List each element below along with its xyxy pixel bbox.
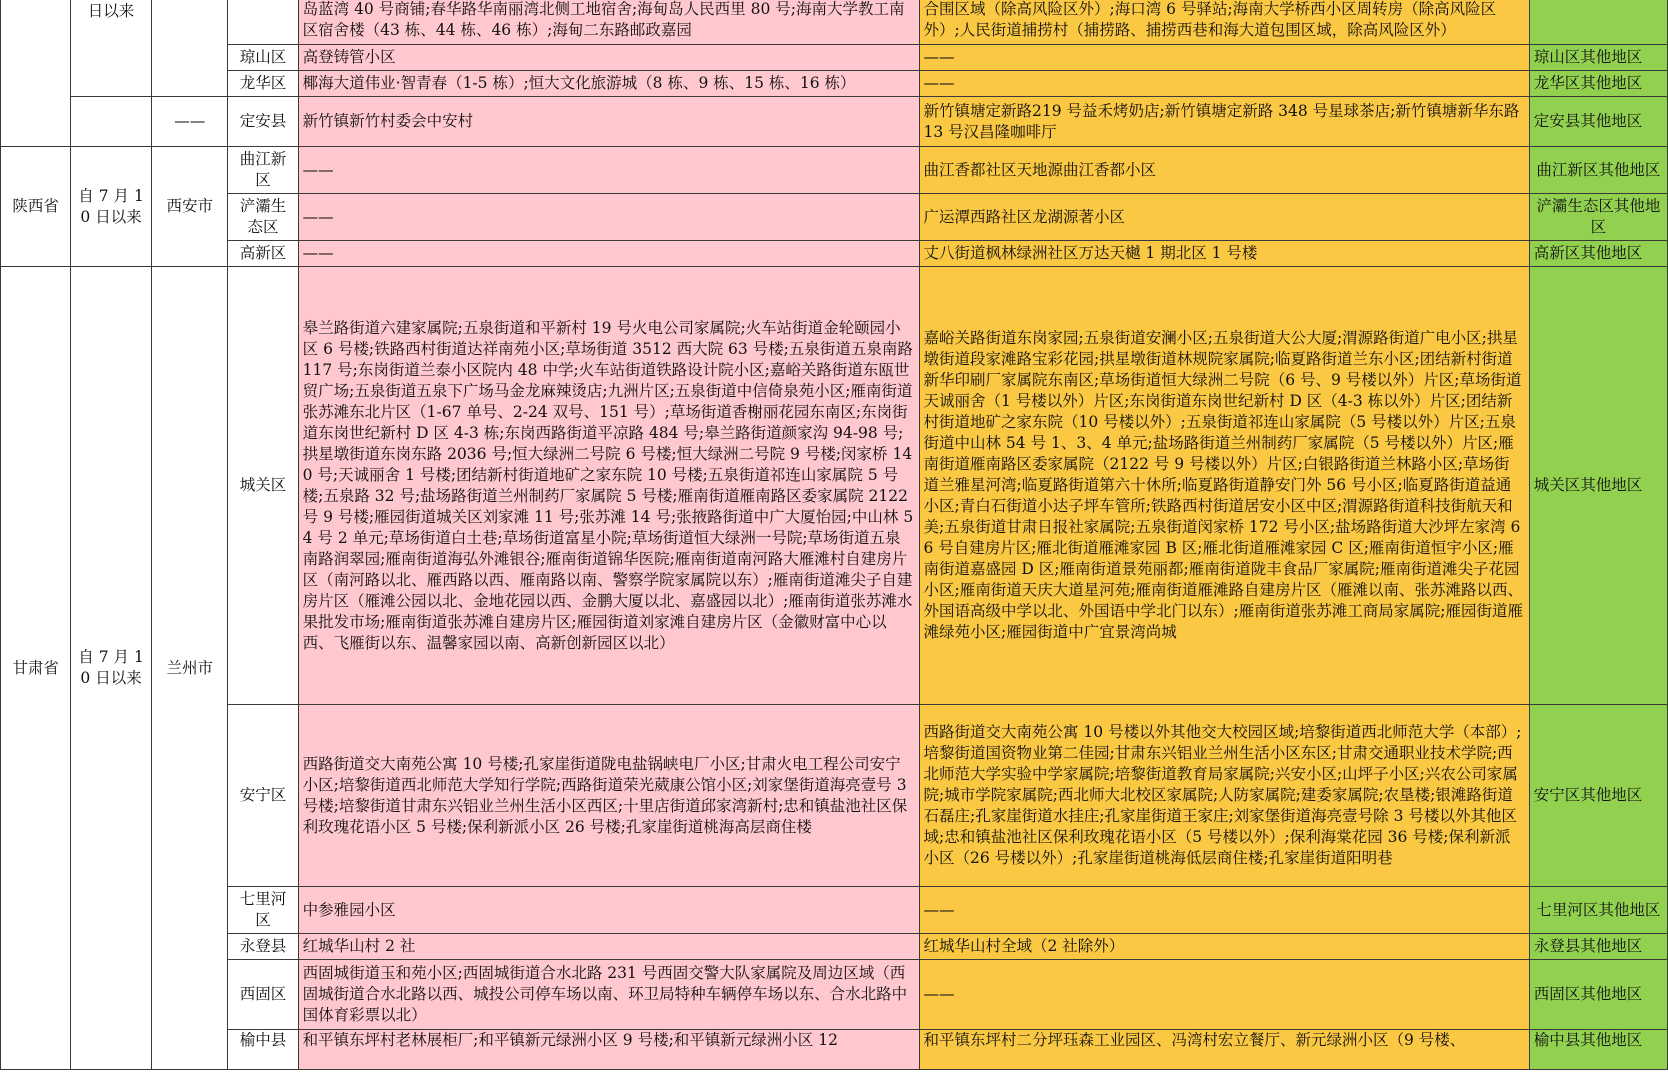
date-cell: 自 7 月 10 日以来 [71, 267, 152, 1070]
high-risk-cell: 岛蓝湾 40 号商铺;春华路华南丽湾北侧工地宿舍;海甸岛人民西里 80 号;海南大学教工南区宿舍楼（43 栋、44 栋、46 栋）;海甸二东路邮政嘉园 [298, 0, 919, 45]
high-risk-cell: —— [298, 147, 919, 194]
low-risk-cell: 龙华区其他地区 [1529, 71, 1667, 97]
district-cell: 七里河区 [228, 887, 298, 934]
mid-risk-cell: 丈八街道枫林绿洲社区万达天樾 1 期北区 1 号楼 [919, 241, 1529, 267]
high-risk-cell: —— [298, 194, 919, 241]
district-cell: 西固区 [228, 960, 298, 1030]
province-cell: 陕西省 [1, 147, 71, 267]
low-risk-cell: 浐灞生态区其他地区 [1529, 194, 1667, 241]
district-cell: 浐灞生态区 [228, 194, 298, 241]
low-risk-cell: 曲江新区其他地区 [1529, 147, 1667, 194]
mid-risk-cell: 合围区域（除高风险区外）;海口湾 6 号驿站;海南大学桥西小区周转房（除高风险区外）;人民街道捕捞村（捕捞路、捕捞西巷和海大道包围区域，除高风险区外） [919, 0, 1529, 45]
district-cell: 高新区 [228, 241, 298, 267]
high-risk-cell: 和平镇东坪村老林展柜厂;和平镇新元绿洲小区 9 号楼;和平镇新元绿洲小区 12 [298, 1030, 919, 1070]
high-risk-cell: 高登铸管小区 [298, 45, 919, 71]
city-cell: 兰州市 [151, 267, 228, 1070]
mid-risk-cell: 和平镇东坪村二分坪珏森工业园区、冯湾村宏立餐厅、新元绿洲小区（9 号楼、 [919, 1030, 1529, 1070]
province-cell [1, 0, 71, 147]
mid-risk-cell: 西路街道交大南苑公寓 10 号楼以外其他交大校园区域;培黎街道西北师范大学（本部）;培黎街道国资物业第二佳园;甘肃东兴铝业兰州生活小区东区;甘肃交通职业技术学院;西北师范大学实验中学家属院;培黎街道教育局家属院;兴安小区;山坪子小区;兴农公司家属院;城市学院家属院;西北师大北校区家属院;人防家属院;建委家属院;农垦楼;银滩路街道石磊庄;孔家崖街道水挂庄;孔家崖街道王家庄;刘家堡街道海亮壹号除 3 号楼以外其他区域;忠和镇盐池社区保利玫瑰花语小区（5 号楼以外）;保利海棠花园 36 号楼;保利新派小区（26 号楼以外）;孔家崖街道桃海低层商住楼;孔家崖街道阳明巷 [919, 705, 1529, 887]
district-cell: 城关区 [228, 267, 298, 705]
low-risk-cell: 榆中县其他地区 [1529, 1030, 1667, 1070]
low-risk-cell: 永登县其他地区 [1529, 934, 1667, 960]
mid-risk-cell: —— [919, 887, 1529, 934]
date-cell [71, 97, 152, 147]
date-cell: 日以来 [71, 0, 152, 97]
low-risk-cell: 安宁区其他地区 [1529, 705, 1667, 887]
date-cell: 自 7 月 10 日以来 [71, 147, 152, 267]
low-risk-cell: 城关区其他地区 [1529, 267, 1667, 705]
district-cell: 永登县 [228, 934, 298, 960]
high-risk-cell: 西固城街道玉和苑小区;西固城街道合水北路 231 号西固交警大队家属院及周边区域（西固城街道合水北路以西、城投公司停车场以南、环卫局特种车辆停车场以东、合水北路中国体育彩票以北） [298, 960, 919, 1030]
mid-risk-cell: 嘉峪关路街道东岗家园;五泉街道安澜小区;五泉街道大公大厦;渭源路街道广电小区;拱星墩街道段家滩路宝彩花园;拱星墩街道林规院家属院;临夏路街道兰东小区;团结新村街道新华印刷厂家属院东南区;草场街道恒大绿洲二号院（6 号、9 号楼以外）片区;草场街道天诚丽舍（1 号楼以外）片区;东岗街道东岗世纪新村 D 区（4-3 栋以外）片区;团结新村街道地矿之家东院（10 号楼以外）;五泉街道祁连山家属院（5 号楼以外）片区;五泉街道中山林 54 号 1、3、4 单元;盐场路街道兰州制药厂家属院（5 号楼以外）片区;雁南街道雁南路区委家属院（2122 号 9 号楼以外）片区;白银路街道兰林路小区;草场街道兰雅星河湾;临夏路街道第六十休所;临夏路街道静安门外 56 号小区;临夏路街道益通小区;青白石街道小达子坪车管所;铁路西村街道居安小区中区;渭源路街道科技街航天和美;五泉街道甘肃日报社家属院;五泉街道闵家桥 172 号小区;盐场路街道大沙坪左家湾 66 号自建房片区;雁北街道雁滩家园 B 区;雁北街道雁滩家园 C 区;雁南街道恒宇小区;雁南街道嘉盛园 D 区;雁南街道景苑丽都;雁南街道陇丰食品厂家属院;雁南街道滩尖子花园小区;雁南街道天庆大道星河苑;雁南街道雁滩路自建房片区（雁滩以南、张苏滩路以西、外国语高级中学以北、外国语中学北门以东）;雁南街道张苏滩工商局家属院;雁园街道雁滩绿苑小区;雁园街道中广宜景湾尚城 [919, 267, 1529, 705]
high-risk-cell: 西路街道交大南苑公寓 10 号楼;孔家崖街道陇电盐锅峡电厂小区;甘肃火电工程公司安宁小区;培黎街道西北师范大学知行学院;西路街道荣光葳康公馆小区;刘家堡街道海亮壹号 3 号楼;培黎街道甘肃东兴铝业兰州生活小区西区;十里店街道邱家湾新村;忠和镇盐池社区保利玫瑰花语小区 5 号楼;保利新派小区 26 号楼;孔家崖街道桃海高层商住楼 [298, 705, 919, 887]
high-risk-cell: 新竹镇新竹村委会中安村 [298, 97, 919, 147]
high-risk-cell: 椰海大道伟业·智青春（1-5 栋）;恒大文化旅游城（8 栋、9 栋、15 栋、16 栋） [298, 71, 919, 97]
high-risk-cell: 红城华山村 2 社 [298, 934, 919, 960]
district-cell: 安宁区 [228, 705, 298, 887]
mid-risk-cell: 广运潭西路社区龙湖源著小区 [919, 194, 1529, 241]
mid-risk-cell: —— [919, 960, 1529, 1030]
high-risk-cell: —— [298, 241, 919, 267]
city-cell: —— [151, 97, 228, 147]
low-risk-cell: 七里河区其他地区 [1529, 887, 1667, 934]
city-cell [151, 0, 228, 97]
district-cell: 定安县 [228, 97, 298, 147]
city-cell: 西安市 [151, 147, 228, 267]
mid-risk-cell: 新竹镇塘定新路219 号益禾烤奶店;新竹镇塘定新路 348 号星球茶店;新竹镇塘新华东路 13 号汉昌隆咖啡厅 [919, 97, 1529, 147]
district-cell: 琼山区 [228, 45, 298, 71]
mid-risk-cell: 曲江香都社区天地源曲江香都小区 [919, 147, 1529, 194]
district-cell [228, 0, 298, 45]
mid-risk-cell: 红城华山村全域（2 社除外） [919, 934, 1529, 960]
low-risk-cell: 定安县其他地区 [1529, 97, 1667, 147]
district-cell: 榆中县 [228, 1030, 298, 1070]
province-cell: 甘肃省 [1, 267, 71, 1070]
low-risk-cell [1529, 0, 1667, 45]
high-risk-cell: 皋兰路街道六建家属院;五泉街道和平新村 19 号火电公司家属院;火车站街道金轮颐园小区 6 号楼;铁路西村街道达祥南苑小区;草场街道 3512 西大院 63 号楼;五泉街道五泉南路 117 号;东岗街道兰泰小区院内 48 中学;火车站街道铁路设计院小区;嘉峪关路街道东瓯世贸广场;五泉街道五泉下广场马金龙麻辣烫店;九洲片区;五泉街道中信倚泉苑小区;雁南街道张苏滩东北片区（1-67 单号、2-24 双号、151 号）;草场街道香榭丽花园东南区;东岗街道东岗世纪新村 D 区 4-3 栋;东岗西路街道平凉路 484 号;皋兰路街道颜家沟 94-98 号;拱星墩街道东岗东路 2036 号;恒大绿洲二号院 6 号楼;恒大绿洲二号院 9 号楼;闵家桥 140 号;天诚丽舍 1 号楼;团结新村街道地矿之家东院 10 号楼;五泉街道祁连山家属院 5 号楼;五泉路 32 号;盐场路街道兰州制药厂家属院 5 号楼;雁南街道雁南路区委家属院 2122 号 9 号楼;雁园街道城关区刘家滩 11 号;张苏滩 14 号;张掖路街道中广大厦怡园;中山林 54 号 2 单元;草场街道白土巷;草场街道富星小院;草场街道恒大绿洲一号院;草场街道五泉南路润翠园;雁南街道海弘外滩银谷;雁南街道锦华医院;雁南街道南河路大雁滩村自建房片区（南河路以北、雁西路以西、雁南路以南、警察学院家属院以东）;雁南街道滩尖子自建房片区（雁滩公园以北、金地花园以西、金鹏大厦以北、嘉盛园以北）;雁南街道张苏滩水果批发市场;雁南街道张苏滩自建房片区;雁园街道刘家滩自建房片区（金徽财富中心以西、飞雁街以东、温馨家园以南、高新创新园区以北） [298, 267, 919, 705]
low-risk-cell: 高新区其他地区 [1529, 241, 1667, 267]
district-cell: 龙华区 [228, 71, 298, 97]
mid-risk-cell: —— [919, 71, 1529, 97]
district-cell: 曲江新区 [228, 147, 298, 194]
mid-risk-cell: —— [919, 45, 1529, 71]
high-risk-cell: 中参雅园小区 [298, 887, 919, 934]
low-risk-cell: 琼山区其他地区 [1529, 45, 1667, 71]
low-risk-cell: 西固区其他地区 [1529, 960, 1667, 1030]
